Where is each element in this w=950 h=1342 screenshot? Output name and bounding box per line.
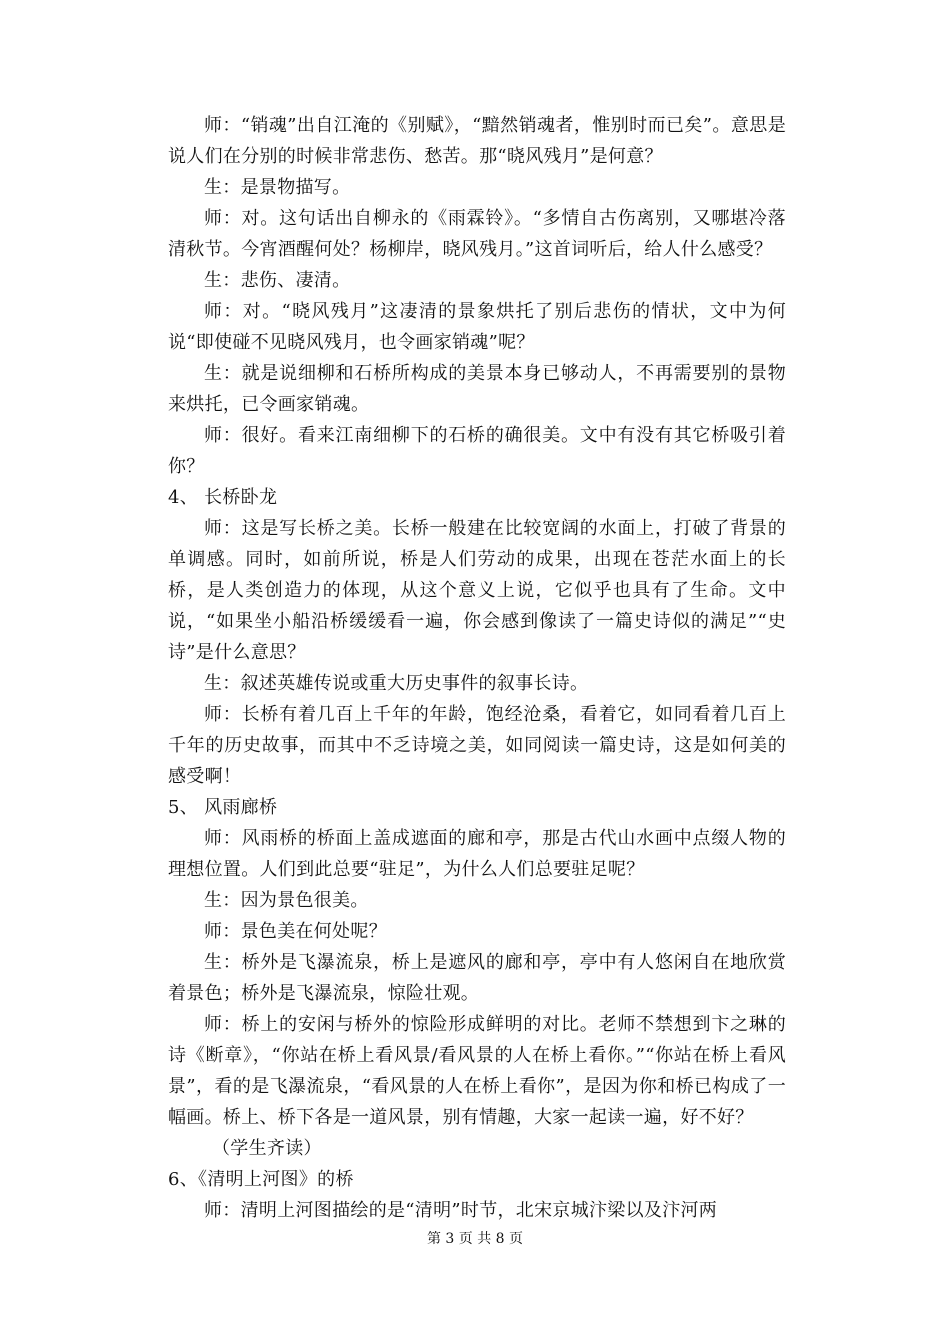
paragraph: 生：因为景色很美。	[204, 890, 369, 911]
paragraph: 师：清明上河图描绘的是“清明”时节，北宋京城汴梁以及汴河两	[204, 1200, 718, 1221]
section-heading: 5、 风雨廊桥	[168, 797, 278, 818]
section-heading: 4、 长桥卧龙	[168, 487, 278, 508]
document-body	[168, 110, 786, 1226]
section-heading: 6、《清明上河图》的桥	[168, 1169, 354, 1190]
paragraph: 师：风雨桥的桥面上盖成遮面的廊和亭，那是古代山水画中点缀人物的理想位置。人们到此总要“驻足”，为什么人们总要驻足呢？	[168, 828, 786, 880]
page-footer: 第 3 页 共 8 页	[426, 1231, 524, 1247]
paragraph: 生：桥外是飞瀑流泉，桥上是遮风的廊和亭，亭中有人悠闲自在地欣赏着景色；桥外是飞瀑流泉，惊险壮观。	[168, 952, 786, 1004]
paragraph: 师：桥上的安闲与桥外的惊险形成鲜明的对比。老师不禁想到卞之琳的诗《断章》，“你站在桥上看风景/看风景的人在桥上看你。”“你站在桥上看风景”，看的是飞瀑流泉，“看风景的人在桥上看你”，是因为你和桥已构成了一幅画。桥上、桥下各是一道风景，别有情趣，大家一起读一遍，好不好？	[168, 1014, 786, 1128]
paragraph: 师：长桥有着几百上千年的年龄，饱经沧桑，看着它，如同看着几百上千年的历史故事，而其中不乏诗境之美，如同阅读一篇史诗，这是如何美的感受啊！	[168, 704, 786, 787]
paragraph: 师：很好。看来江南细柳下的石桥的确很美。文中有没有其它桥吸引着你？	[168, 425, 786, 477]
paragraph: 师：“销魂”出自江淹的《别赋》，“黯然销魂者，惟别时而已矣”。意思是说人们在分别的时候非常悲伤、愁苦。那“晓风残月”是何意？	[168, 115, 786, 167]
paragraph: 生：叙述英雄传说或重大历史事件的叙事长诗。	[204, 673, 589, 694]
paragraph: 师：对。这句话出自柳永的《雨霖铃》。“多情自古伤离别，又哪堪冷落清秋节。今宵酒醒何处？杨柳岸，晓风残月。”这首词听后，给人什么感受？	[168, 208, 786, 260]
paragraph: 生：悲伤、凄清。	[204, 270, 351, 291]
paragraph: 生：就是说细柳和石桥所构成的美景本身已够动人，不再需要别的景物来烘托，已令画家销魂。	[168, 363, 786, 415]
paragraph: 生：是景物描写。	[204, 177, 351, 198]
paragraph: 师：景色美在何处呢？	[204, 921, 387, 942]
paragraph: 师：这是写长桥之美。长桥一般建在比较宽阔的水面上，打破了背景的单调感。同时，如前所说，桥是人们劳动的成果，出现在苍茫水面上的长桥，是人类创造力的体现，从这个意义上说，它似乎也具有了生命。文中说，“如果坐小船沿桥缓缓看一遍，你会感到像读了一篇史诗似的满足”“史诗”是什么意思？	[168, 518, 786, 663]
stage-direction: （学生齐读）	[212, 1138, 322, 1159]
paragraph: 师：对。“晓风残月”这凄清的景象烘托了别后悲伤的情状，文中为何说“即使碰不见晓风残月，也令画家销魂”呢？	[168, 301, 786, 353]
